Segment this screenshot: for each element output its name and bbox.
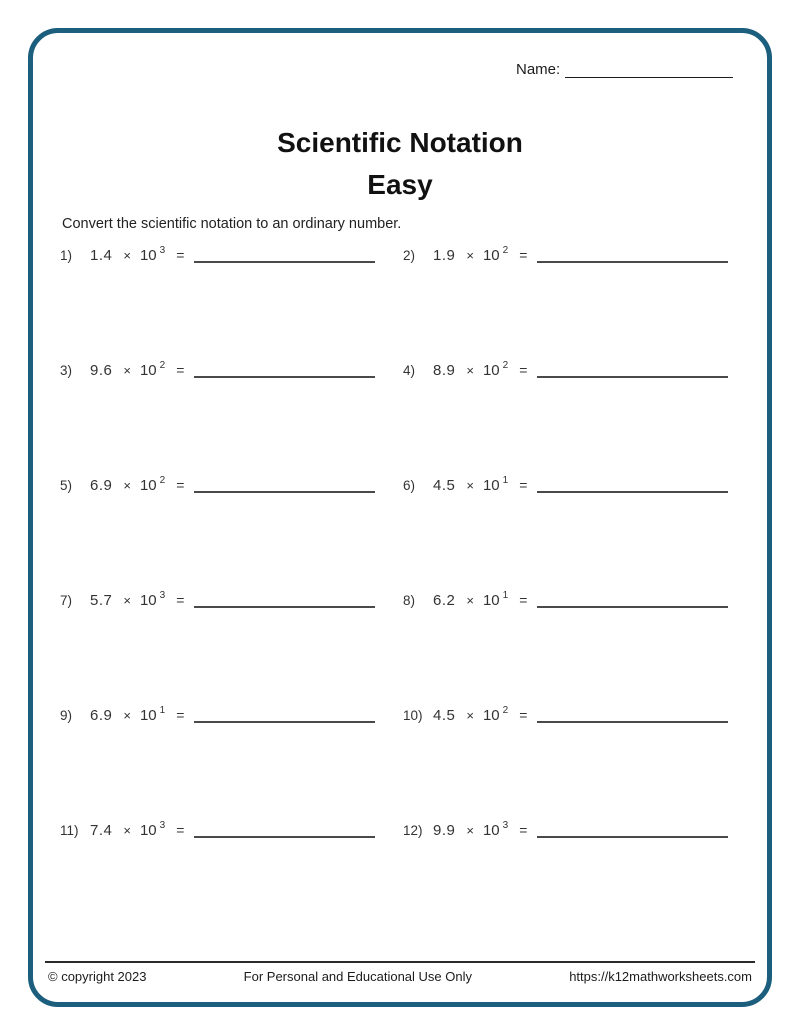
exponent: 2: [159, 475, 166, 486]
exponent: 3: [159, 820, 166, 831]
coefficient: 6.9: [90, 707, 113, 724]
problem-item: [60, 362, 403, 386]
multiply-sign: ×: [466, 593, 474, 608]
page-title: [0, 122, 800, 206]
exponent: 2: [502, 705, 509, 716]
exponent: 2: [502, 360, 509, 371]
answer-blank[interactable]: [194, 491, 375, 493]
problem-number: 7): [60, 593, 73, 608]
equals-sign: =: [176, 592, 185, 608]
equals-sign: =: [519, 247, 528, 263]
equals-sign: =: [176, 477, 185, 493]
problem-number: 10): [403, 708, 423, 723]
answer-blank[interactable]: [537, 491, 728, 493]
problem-item: [403, 707, 728, 731]
coefficient: 5.7: [90, 592, 113, 609]
problem-item: [60, 477, 403, 501]
base-ten: 10: [482, 592, 500, 609]
answer-blank[interactable]: [537, 836, 728, 838]
multiply-sign: ×: [466, 363, 474, 378]
footer-divider: [45, 961, 755, 963]
base-ten: 10: [139, 592, 157, 609]
equals-sign: =: [176, 247, 185, 263]
exponent: 1: [502, 590, 509, 601]
coefficient: 6.9: [90, 477, 113, 494]
footer-copyright: © copyright 2023: [48, 969, 147, 984]
exponent: 3: [159, 590, 166, 601]
multiply-sign: ×: [466, 823, 474, 838]
title-line-2: Easy: [367, 168, 433, 200]
coefficient: 4.5: [433, 477, 456, 494]
title-line-1: Scientific Notation: [277, 126, 523, 158]
problem-number: 11): [60, 823, 79, 838]
equals-sign: =: [519, 822, 528, 838]
problem-item: [60, 247, 403, 271]
answer-blank[interactable]: [194, 376, 375, 378]
multiply-sign: ×: [123, 708, 131, 723]
multiply-sign: ×: [123, 248, 131, 263]
exponent: 2: [502, 245, 509, 256]
multiply-sign: ×: [466, 478, 474, 493]
name-row: [516, 60, 733, 78]
problem-item: [403, 362, 728, 386]
base-ten: 10: [482, 247, 500, 264]
base-ten: 10: [482, 707, 500, 724]
base-ten: 10: [139, 477, 157, 494]
coefficient: 9.9: [433, 822, 456, 839]
problems-grid: [60, 247, 728, 937]
exponent: 1: [159, 705, 166, 716]
name-blank[interactable]: [565, 60, 733, 78]
base-ten: 10: [482, 362, 500, 379]
base-ten: 10: [139, 822, 157, 839]
problem-number: 12): [403, 823, 423, 838]
coefficient: 9.6: [90, 362, 113, 379]
coefficient: 8.9: [433, 362, 456, 379]
answer-blank[interactable]: [537, 721, 728, 723]
problem-item: [403, 822, 728, 846]
base-ten: 10: [482, 822, 500, 839]
problem-number: 5): [60, 478, 73, 493]
exponent: 2: [159, 360, 166, 371]
problem-item: [403, 477, 728, 501]
equals-sign: =: [519, 592, 528, 608]
multiply-sign: ×: [466, 248, 474, 263]
footer: [48, 969, 752, 984]
base-ten: 10: [139, 362, 157, 379]
problem-number: 9): [60, 708, 73, 723]
base-ten: 10: [139, 707, 157, 724]
problem-number: 4): [403, 363, 416, 378]
multiply-sign: ×: [123, 363, 131, 378]
coefficient: 4.5: [433, 707, 456, 724]
multiply-sign: ×: [466, 708, 474, 723]
answer-blank[interactable]: [194, 261, 375, 263]
multiply-sign: ×: [123, 593, 131, 608]
footer-url[interactable]: https://k12mathworksheets.com: [569, 969, 752, 984]
equals-sign: =: [176, 822, 185, 838]
exponent: 3: [502, 820, 509, 831]
instructions-text: Convert the scientific notation to an ordinary number.: [62, 216, 402, 232]
exponent: 3: [159, 245, 166, 256]
answer-blank[interactable]: [537, 376, 728, 378]
answer-blank[interactable]: [537, 261, 728, 263]
multiply-sign: ×: [123, 478, 131, 493]
problem-item: [60, 592, 403, 616]
answer-blank[interactable]: [537, 606, 728, 608]
answer-blank[interactable]: [194, 606, 375, 608]
base-ten: 10: [482, 477, 500, 494]
equals-sign: =: [519, 477, 528, 493]
equals-sign: =: [519, 362, 528, 378]
coefficient: 1.4: [90, 247, 113, 264]
coefficient: 7.4: [90, 822, 113, 839]
footer-usage: For Personal and Educational Use Only: [243, 969, 473, 984]
problem-number: 1): [60, 248, 73, 263]
exponent: 1: [502, 475, 509, 486]
problem-number: 6): [403, 478, 416, 493]
problem-number: 3): [60, 363, 73, 378]
problem-item: [403, 247, 728, 271]
problem-item: [403, 592, 728, 616]
coefficient: 6.2: [433, 592, 456, 609]
base-ten: 10: [139, 247, 157, 264]
problem-number: 8): [403, 593, 416, 608]
coefficient: 1.9: [433, 247, 456, 264]
multiply-sign: ×: [123, 823, 131, 838]
equals-sign: =: [519, 707, 528, 723]
answer-blank[interactable]: [194, 721, 375, 723]
equals-sign: =: [176, 707, 185, 723]
answer-blank[interactable]: [194, 836, 375, 838]
problem-item: [60, 707, 403, 731]
problem-number: 2): [403, 248, 416, 263]
name-label: Name:: [516, 61, 561, 78]
problem-item: [60, 822, 403, 846]
equals-sign: =: [176, 362, 185, 378]
